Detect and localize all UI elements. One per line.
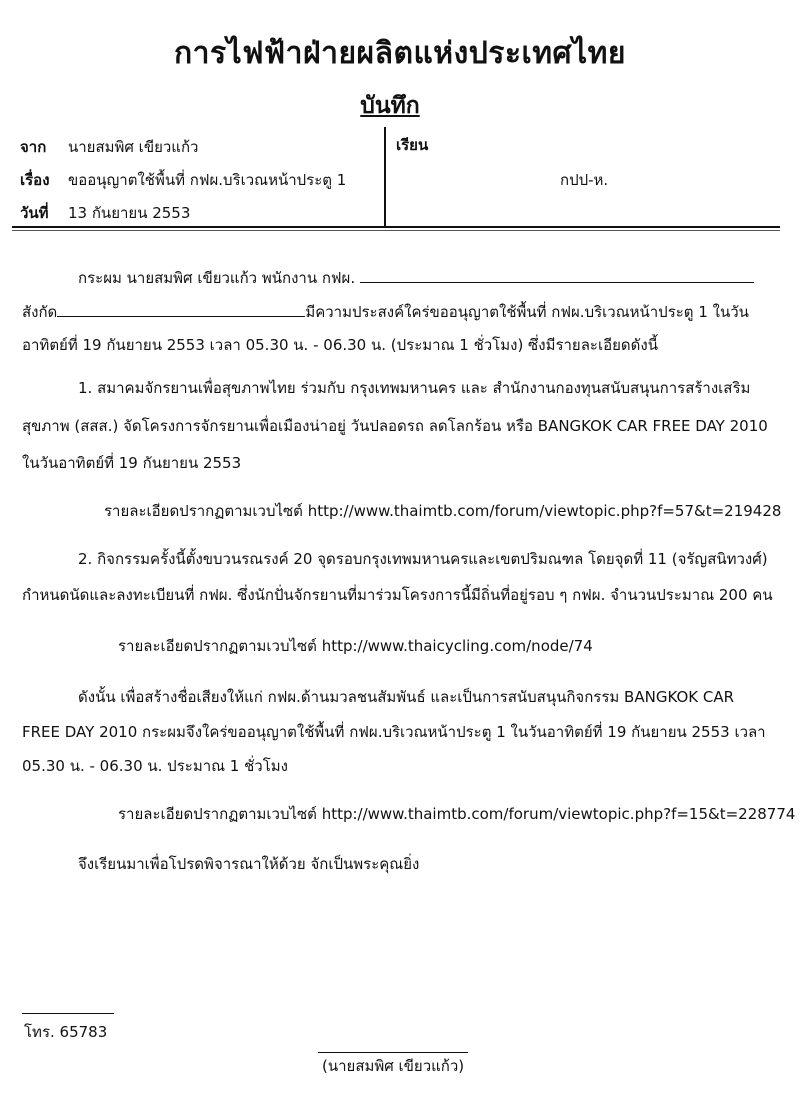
date-label: วันที่: [20, 204, 49, 222]
document-type: บันทึก: [360, 93, 420, 119]
from-value: นายสมพิศ เขียวแก้ว: [68, 138, 199, 156]
subject-value: ขออนุญาตใช้พื้นที่ กฟผ.บริเวณหน้าประตู 1: [68, 171, 347, 189]
intro-line-1: กระผม นายสมพิศ เขียวแก้ว พนักงาน กฟผ.: [78, 268, 754, 288]
paragraph-3-line-3: 05.30 น. - 06.30 น. ประมาณ 1 ชั่วโมง: [22, 757, 288, 775]
header-divider-horizontal-thin: [12, 230, 780, 231]
paragraph-3-line-2: FREE DAY 2010 กระผมจึงใคร่ขออนุญาตใช้พื้นที่ กฟผ.บริเวณหน้าประตู 1 ในวันอาทิตย์ที่ 19 กันยายน 2553 เวลา: [22, 723, 766, 741]
signature-line: [318, 1052, 468, 1053]
subject-label: เรื่อง: [20, 171, 50, 189]
paragraph-3-line-1: ดังนั้น เพื่อสร้างชื่อเสียงให้แก่ กฟผ.ด้านมวลชนสัมพันธ์ และเป็นการสนับสนุนกิจกรรม BANGKOK CAR: [78, 688, 735, 706]
signatory-name: (นายสมพิศ เขียวแก้ว): [322, 1057, 465, 1075]
blank-line-department: [57, 302, 305, 317]
to-label: เรียน: [396, 136, 429, 154]
paragraph-2-line-1: 2. กิจกรรมครั้งนี้ตั้งขบวนรณรงค์ 20 จุดรอบกรุงเทพมหานครและเขตปริมณฑล โดยจุดที่ 11 (จรัญสนิทวงศ์): [78, 550, 768, 568]
paragraph-1-line-1: 1. สมาคมจักรยานเพื่อสุขภาพไทย ร่วมกับ กรุงเทพมหานคร และ สำนักงานกองทุนสนับสนุนการสร้างเสริม: [78, 379, 751, 397]
closing-statement: จึงเรียนมาเพื่อโปรดพิจารณาให้ด้วย จักเป็นพระคุณยิ่ง: [78, 855, 420, 873]
date-value: 13 กันยายน 2553: [68, 204, 191, 222]
from-label: จาก: [20, 138, 47, 156]
intro-line-2: สังกัด มีความประสงค์ใคร่ขออนุญาตใช้พื้นที่ กฟผ.บริเวณหน้าประตู 1 ในวัน: [22, 303, 749, 321]
phone-number: โทร. 65783: [24, 1023, 108, 1041]
phone-rule: [22, 1013, 114, 1014]
to-value: กปป-ห.: [560, 171, 609, 189]
paragraph-1-line-2: สุขภาพ (สสส.) จัดโครงการจักรยานเพื่อเมืองน่าอยู่ วันปลอดรถ ลดโลกร้อน หรือ BANGKOK CAR FREE DAY 2010: [22, 417, 768, 435]
paragraph-1-link: รายละเอียดปรากฏตามเวบไซต์ http://www.thaimtb.com/forum/viewtopic.php?f=57&t=219428: [104, 502, 782, 520]
header-divider-horizontal: [12, 226, 780, 228]
header-divider-vertical: [384, 127, 386, 227]
paragraph-2-link: รายละเอียดปรากฏตามเวบไซต์ http://www.thaicycling.com/node/74: [118, 637, 593, 655]
blank-line-employee: [360, 268, 754, 283]
paragraph-2-line-2: กำหนดนัดและลงทะเบียนที่ กฟผ. ซึ่งนักปั่นจักรยานที่มาร่วมโครงการนี้มีถิ่นที่อยู่รอบ ๆ กฟผ. จำนวนประมาณ 200 คน: [22, 586, 773, 604]
paragraph-1-line-3: ในวันอาทิตย์ที่ 19 กันยายน 2553: [22, 454, 242, 472]
intro-line-3: อาทิตย์ที่ 19 กันยายน 2553 เวลา 05.30 น. - 06.30 น. (ประมาณ 1 ชั่วโมง) ซึ่งมีรายละเอียดดังนี้: [22, 336, 658, 354]
paragraph-3-link: รายละเอียดปรากฏตามเวบไซต์ http://www.thaimtb.com/forum/viewtopic.php?f=15&t=228774: [118, 805, 796, 823]
organization-title: การไฟฟ้าฝ่ายผลิตแห่งประเทศไทย: [173, 36, 627, 71]
